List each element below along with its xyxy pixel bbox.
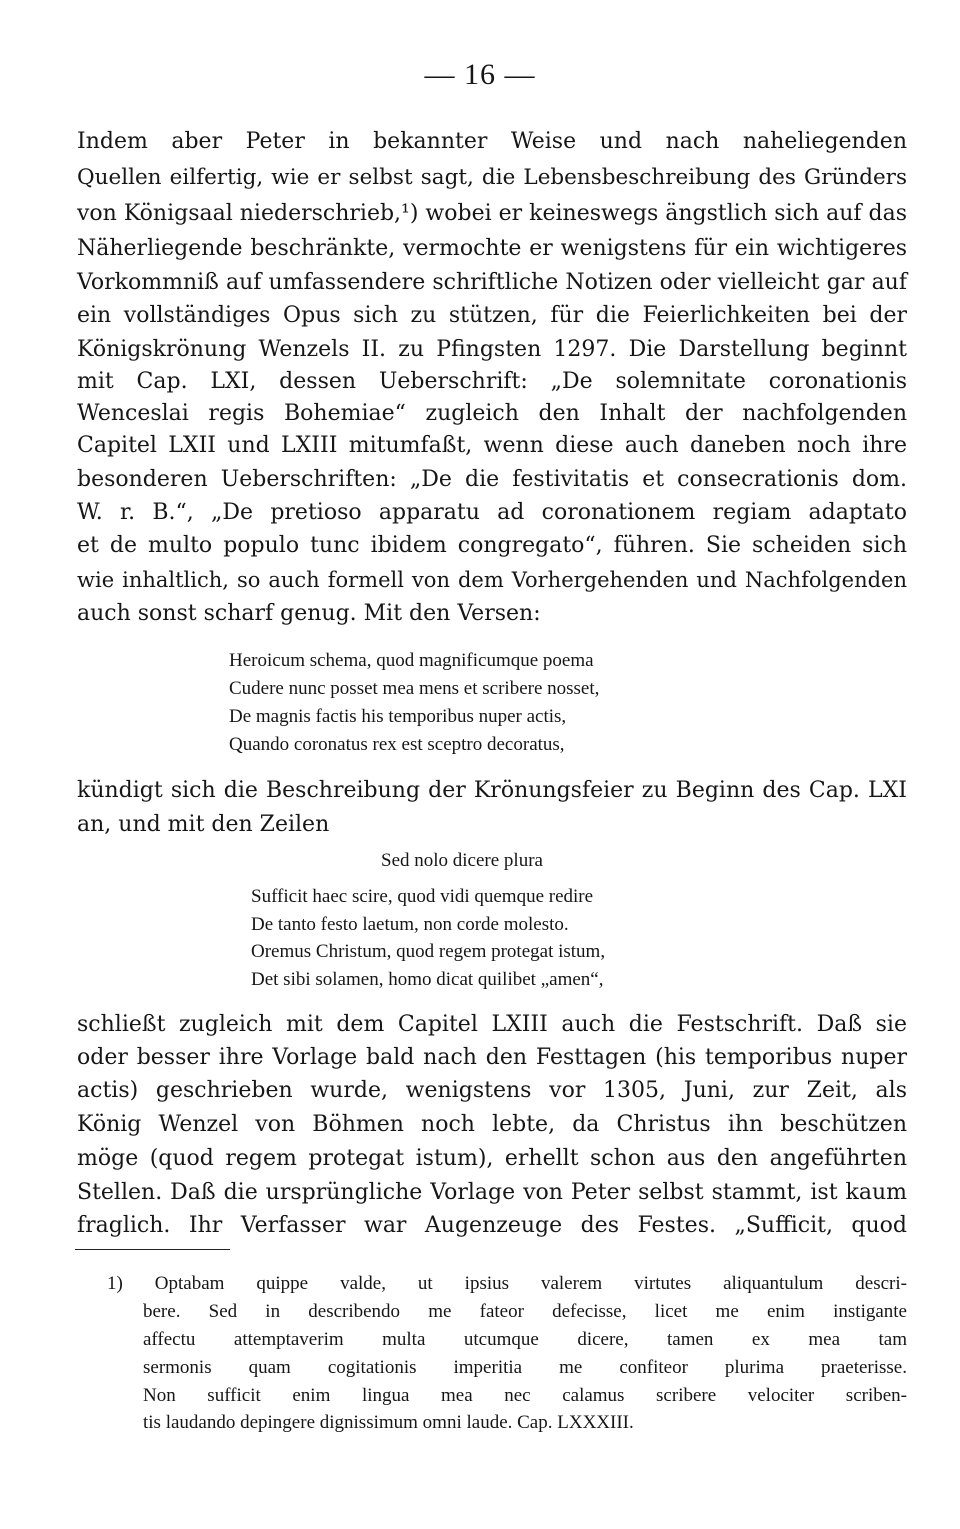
text-line: oder besser ihre Vorlage bald nach den Festtagen (his temporibus nuper bbox=[77, 1045, 907, 1070]
text-line: Vorkommniß auf umfassendere schriftliche Notizen oder vielleicht gar auf bbox=[77, 270, 907, 295]
text-line: Quellen eilfertig, wie er selbst sagt, die Lebensbeschreibung des Gründers bbox=[77, 165, 907, 190]
verse-line: De tanto festo laetum, non corde molesto. bbox=[251, 914, 569, 935]
text-line: Königskrönung Wenzels II. zu Pfingsten 1297. Die Darstellung beginnt bbox=[77, 337, 907, 362]
verse-line: Quando coronatus rex est sceptro decoratus, bbox=[229, 734, 565, 755]
text-line: ein vollständiges Opus sich zu stützen, für die Feierlichkeiten bei der bbox=[77, 303, 907, 328]
text-line: besonderen Ueberschriften: „De die festivitatis et consecrationis dom. bbox=[77, 467, 907, 492]
text-line: mit Cap. LXI, dessen Ueberschrift: „De solemnitate coronationis bbox=[77, 369, 907, 394]
text-line: König Wenzel von Böhmen noch lebte, da Christus ihn beschützen bbox=[77, 1112, 907, 1137]
text-line: Stellen. Daß die ursprüngliche Vorlage von Peter selbst stammt, ist kaum bbox=[77, 1180, 907, 1205]
text-line: Capitel LXII und LXIII mitumfaßt, wenn diese auch daneben noch ihre bbox=[77, 433, 907, 458]
verse-line: Det sibi solamen, homo dicat quilibet „amen“, bbox=[251, 969, 604, 990]
text-line: kündigt sich die Beschreibung der Krönungsfeier zu Beginn des Cap. LXI bbox=[77, 778, 907, 803]
text-line: actis) geschrieben wurde, wenigstens vor 1305, Juni, zur Zeit, als bbox=[77, 1078, 907, 1103]
verse-line: De magnis factis his temporibus nuper actis, bbox=[229, 706, 567, 727]
footnote-line: affectu attemptaverim multa utcumque dicere, tamen ex mea tam bbox=[143, 1329, 907, 1350]
text-line: Wenceslai regis Bohemiae“ zugleich den Inhalt der nachfolgenden bbox=[77, 401, 907, 426]
verse-line: Cudere nunc posset mea mens et scribere nosset, bbox=[229, 678, 600, 699]
verse-line: Sufficit haec scire, quod vidi quemque redire bbox=[251, 886, 594, 907]
verse-line: Sed nolo dicere plura bbox=[381, 850, 543, 871]
text-line: Indem aber Peter in bekannter Weise und nach naheliegenden bbox=[77, 129, 907, 154]
text-line: fraglich. Ihr Verfasser war Augenzeuge des Festes. „Sufficit, quod bbox=[77, 1213, 907, 1238]
text-line: möge (quod regem protegat istum), erhellt schon aus den angeführten bbox=[77, 1146, 907, 1171]
text-line: et de multo populo tunc ibidem congregato“, führen. Sie scheiden sich bbox=[77, 533, 907, 558]
text-line: schließt zugleich mit dem Capitel LXIII auch die Festschrift. Daß sie bbox=[77, 1012, 907, 1037]
text-line: an, und mit den Zeilen bbox=[77, 812, 330, 837]
verse-line: Heroicum schema, quod magnificumque poema bbox=[229, 650, 594, 671]
text-line: W. r. B.“, „De pretioso apparatu ad coronationem regiam adaptato bbox=[77, 500, 907, 525]
text-line: von Königsaal niederschrieb,¹) wobei er keineswegs ängstlich sich auf das bbox=[77, 201, 908, 226]
text-line: wie inhaltlich, so auch formell von dem Vorhergehenden und Nachfolgenden bbox=[77, 568, 907, 592]
verse-line: Oremus Christum, quod regem protegat istum, bbox=[251, 941, 606, 962]
footnote-line: 1) Optabam quippe valde, ut ipsius valerem virtutes aliquantulum descri- bbox=[107, 1273, 907, 1294]
footnote-line: tis laudando depingere dignissimum omni laude. Cap. LXXXIII. bbox=[143, 1412, 634, 1433]
footnote-line: bere. Sed in describendo me fateor defecisse, licet me enim instigante bbox=[143, 1301, 907, 1322]
text-line: auch sonst scharf genug. Mit den Versen: bbox=[77, 601, 541, 626]
footnote-line: sermonis quam cogitationis imperitia me confiteor plurima praeterisse. bbox=[143, 1357, 907, 1378]
page-number-header: — 16 — bbox=[424, 58, 536, 91]
footnote-line: Non sufficit enim lingua mea nec calamus scribere velociter scriben- bbox=[143, 1385, 907, 1406]
text-line: Näherliegende beschränkte, vermochte er wenigstens für ein wichtigeres bbox=[77, 236, 907, 261]
footnote-divider bbox=[75, 1249, 230, 1250]
